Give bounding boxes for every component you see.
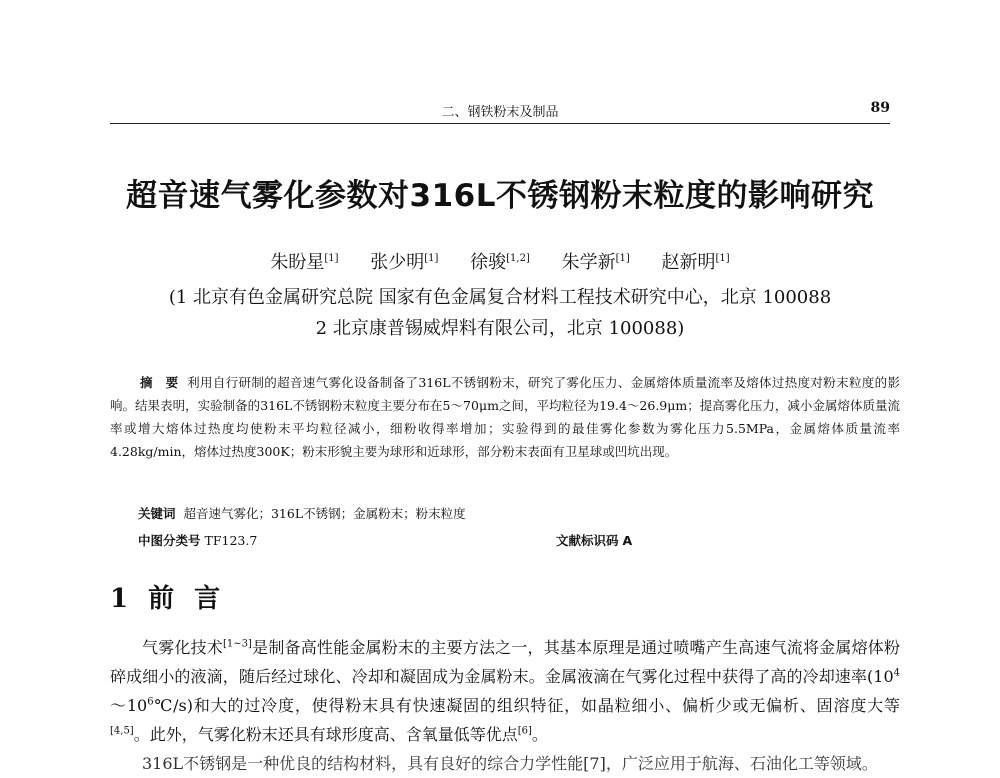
document-code-label: 文献标识码	[556, 533, 619, 548]
running-head	[110, 96, 890, 124]
running-head-section: 二、钢铁粉末及制品	[441, 105, 559, 120]
author-ref: [1]	[424, 253, 439, 264]
author-ref: [1,2]	[506, 253, 530, 264]
author	[470, 252, 530, 273]
abstract-text: 利用自行研制的超音速气雾化设备制备了316L不锈钢粉末，研究了雾化压力、金属熔体质量流率及熔体过热度对粉末粒度的影响。结果表明，实验制备的316L不锈钢粉末粒度主要分布在5～70μm之间，平均粒径为19.4～26.9μm；提高雾化压力，减小金属熔体质量流率或增大熔体过热度均使粉末平均粒径减小，细粉收得率增加；实验得到的最佳雾化参数为雾化压力5.5MPa，金属熔体质量流率4.28kg/min，熔体过热度300K；粉末形貌主要为球形和近球形，部分粉末表面有卫星球或凹坑出现。	[110, 375, 900, 459]
body-text-run: ℃/s)和大的过冷度，使得粉末具有快速凝固的组织特征，如晶粒细小、偏析少或无偏析、固溶度大等	[153, 696, 900, 715]
paper-title: 超音速气雾化参数对316L不锈钢粉末粒度的影响研究	[126, 178, 874, 214]
author-ref: [1]	[715, 253, 730, 264]
author-ref: [1]	[615, 253, 630, 264]
author	[562, 252, 630, 273]
exponent: 4	[893, 667, 900, 679]
author-name: 张少明	[370, 252, 425, 273]
page-number: 89	[870, 100, 890, 116]
author-list	[0, 248, 1000, 274]
author	[662, 252, 730, 273]
body-text-run: 。此外，气雾化粉末还具有球形度高、含氧量低等优点	[133, 725, 518, 744]
classification-value: TF123.7	[204, 533, 258, 548]
body-text-run: 是制备高性能金属粉末的主要方法之一，其基本原理是通过喷嘴产生高速气流将金属熔体粉碎成细小的液滴，随后经过球化、冷却和凝固成为金属粉末。金属液滴在气雾化过程中获得了高的冷却速率(10	[110, 638, 900, 686]
affiliation-2: 2 北京康普锡威焊料有限公司，北京 100088)	[315, 318, 685, 339]
author-ref: [1]	[324, 253, 339, 264]
body-paragraph-continued: 316L不锈钢是一种优良的结构材料，具有良好的综合力学性能[7]，广泛应用于航海、石油化工等领域。	[142, 754, 878, 773]
author-name: 赵新明	[661, 252, 716, 273]
author-name: 朱学新	[561, 252, 616, 273]
author	[370, 252, 438, 273]
body-text-run: 气雾化技术	[142, 638, 224, 657]
keywords	[138, 504, 898, 522]
section-number: 1	[110, 584, 129, 614]
affiliation-1: (1 北京有色金属研究总院 国家有色金属复合材料工程技术研究中心，北京 100088	[168, 287, 832, 308]
classification-line	[138, 531, 898, 549]
keywords-label: 关键词	[138, 506, 176, 521]
keywords-text: 超音速气雾化；316L不锈钢；金属粉末；粉末粒度	[183, 506, 466, 521]
section-title: 前言	[148, 584, 241, 614]
exponent: 6	[147, 696, 154, 708]
document-code	[556, 531, 632, 549]
citation: [4,5]	[110, 725, 134, 737]
citation: [1~3]	[223, 638, 252, 650]
section-heading	[110, 578, 240, 615]
header-rule	[110, 123, 890, 124]
body-text-run: ～10	[110, 696, 148, 715]
author	[270, 252, 338, 273]
author-name: 朱盼星	[270, 252, 325, 273]
document-code-value: A	[622, 533, 633, 548]
abstract	[110, 371, 900, 463]
body-paragraph	[110, 633, 900, 749]
classification-label: 中图分类号	[138, 533, 201, 548]
body-text-run: 。	[531, 725, 548, 744]
author-name: 徐骏	[470, 252, 507, 273]
citation: [6]	[517, 725, 532, 737]
abstract-label: 摘 要	[140, 375, 179, 390]
